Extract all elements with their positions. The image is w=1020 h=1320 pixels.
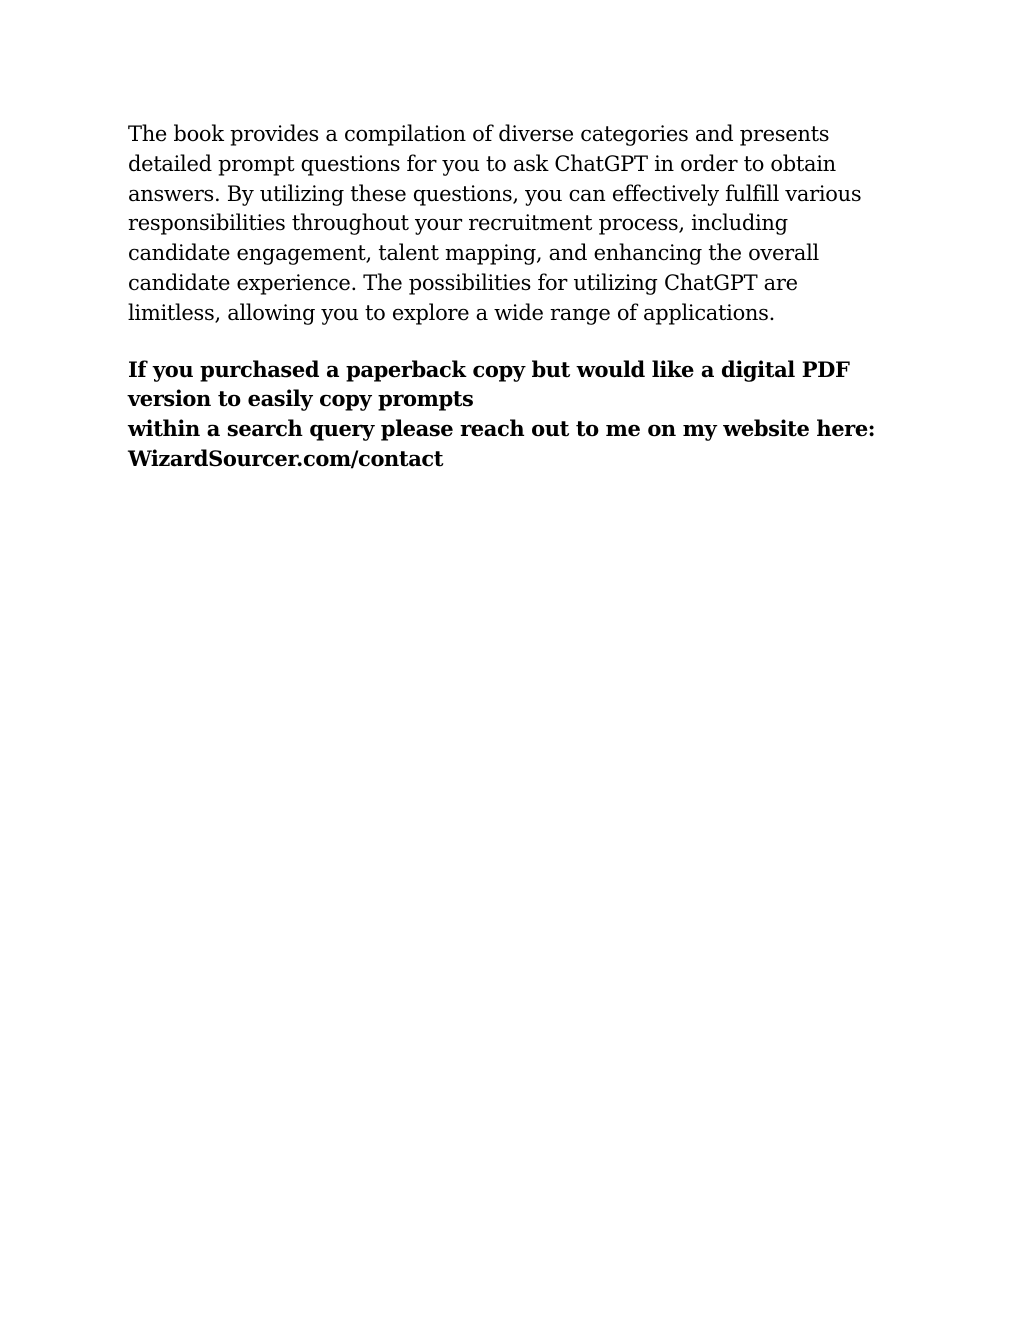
intro-line: responsibilities throughout your recruitment process, including [128,211,788,236]
intro-line: candidate engagement, talent mapping, and enhancing the overall [128,241,819,266]
pdf-request-note [128,355,908,474]
intro-line: The book provides a compilation of diverse categories and presents [128,122,830,146]
note-line: within a search query please reach out to me on my website here: [128,416,876,442]
note-line: If you purchased a paperback copy but would like a digital PDF [128,356,850,382]
intro-paragraph [128,120,908,329]
page-content [128,120,908,495]
website-link-text: WizardSourcer.com/contact [128,445,444,471]
intro-line: answers. By utilizing these questions, you can effectively fulfill various [128,181,862,206]
intro-line: candidate experience. The possibilities for utilizing ChatGPT are [128,270,798,295]
intro-line: detailed prompt questions for you to ask ChatGPT in order to obtain [128,151,836,176]
intro-line: limitless, allowing you to explore a wide range of applications. [128,300,776,325]
note-line: version to easily copy prompts [128,386,474,412]
